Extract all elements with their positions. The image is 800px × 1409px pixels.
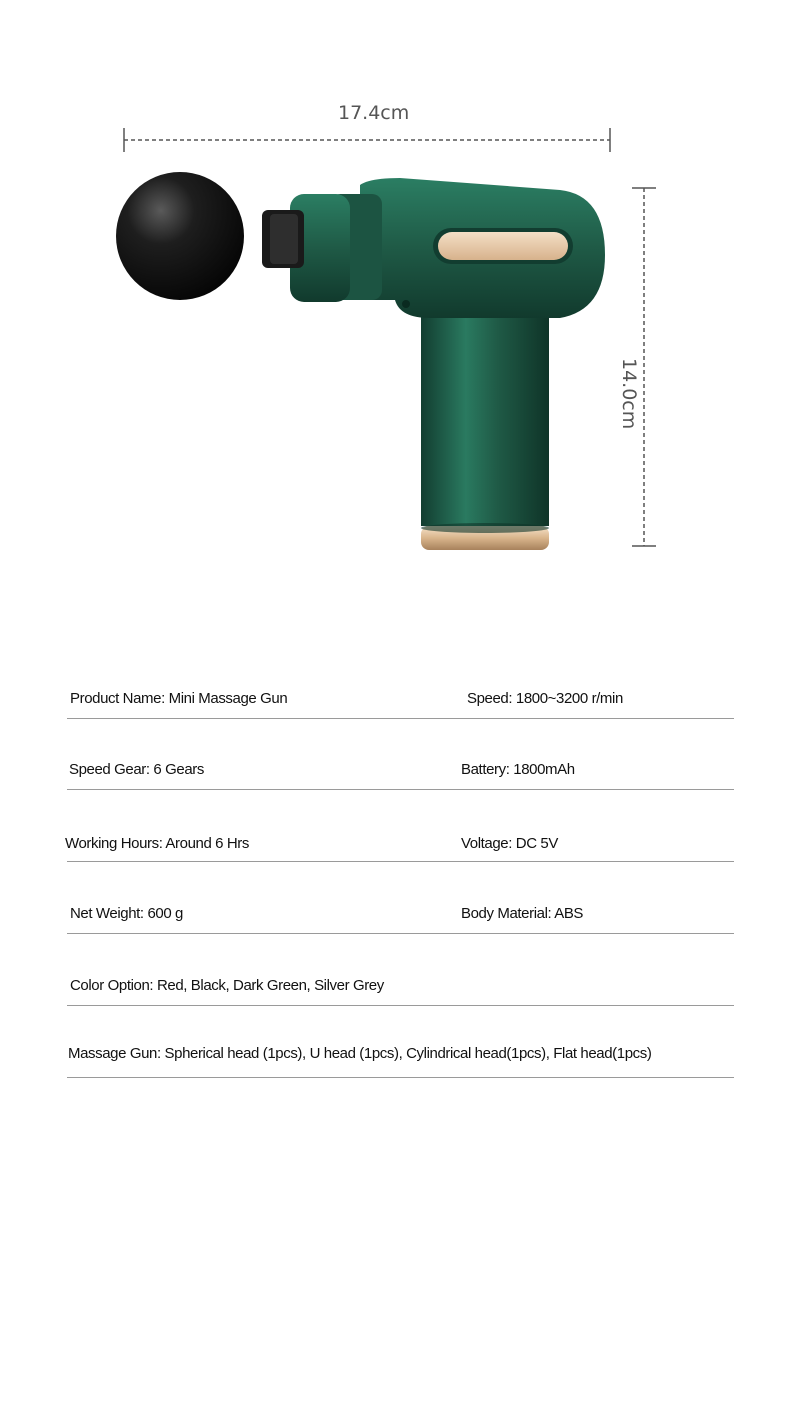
spec-left: Product Name: Mini Massage Gun bbox=[70, 690, 288, 707]
spec-left: Working Hours: Around 6 Hrs bbox=[65, 835, 250, 852]
product-figure bbox=[0, 0, 800, 620]
spherical-head bbox=[116, 172, 244, 300]
spec-row bbox=[67, 821, 734, 862]
spec-left: Massage Gun: Spherical head (1pcs), U head (1pcs), Cylindrical head(1pcs), Flat head(1pcs) bbox=[68, 1045, 652, 1062]
spec-row bbox=[67, 749, 734, 790]
massage-gun-illustration bbox=[0, 0, 800, 620]
spec-row bbox=[67, 1037, 734, 1078]
height-label: 14.0cm bbox=[618, 358, 640, 430]
spec-row bbox=[67, 965, 734, 1006]
spec-row bbox=[67, 893, 734, 934]
spec-right: Battery: 1800mAh bbox=[461, 761, 575, 778]
spec-right: Body Material: ABS bbox=[461, 905, 584, 922]
spec-left: Color Option: Red, Black, Dark Green, Silver Grey bbox=[70, 977, 384, 994]
spec-right: Speed: 1800~3200 r/min bbox=[467, 690, 623, 707]
gun-handle bbox=[421, 300, 549, 550]
gun-body bbox=[290, 178, 605, 318]
gun-shaft bbox=[262, 210, 304, 268]
spec-left: Speed Gear: 6 Gears bbox=[69, 761, 204, 778]
spec-left: Net Weight: 600 g bbox=[70, 905, 183, 922]
width-label: 17.4cm bbox=[338, 102, 410, 124]
spec-row bbox=[67, 678, 734, 719]
spec-right: Voltage: DC 5V bbox=[461, 835, 558, 852]
width-dimension-line bbox=[124, 128, 610, 152]
